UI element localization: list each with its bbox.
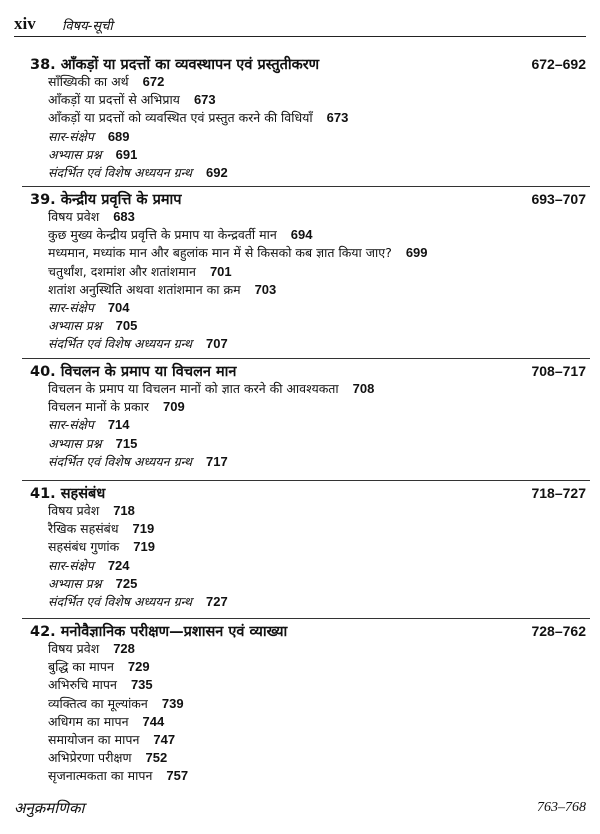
toc-entry[interactable] bbox=[22, 593, 590, 611]
chapter-title[interactable]: 40. विचलन के प्रमाप या विचलन मान bbox=[30, 364, 237, 380]
entry-page: 673 bbox=[193, 92, 216, 108]
entry-text: सार-संक्षेप bbox=[48, 299, 94, 315]
entry-page: 747 bbox=[153, 731, 176, 747]
entry-text: मध्यमान, मध्यांक मान और बहुलांक मान में से किसको कब ज्ञात किया जाए? bbox=[48, 245, 392, 261]
toc-entry[interactable] bbox=[22, 502, 590, 520]
entry-text: विषय प्रवेश bbox=[48, 209, 100, 224]
entry-page: 704 bbox=[107, 299, 130, 315]
chapter-page-range: 728–762 bbox=[531, 623, 586, 639]
entry-text: सार-संक्षेप bbox=[48, 417, 94, 433]
entry-page: 727 bbox=[205, 593, 228, 609]
toc-entry[interactable] bbox=[22, 128, 590, 146]
toc-entry[interactable] bbox=[22, 520, 590, 538]
chapter-title[interactable]: 39. केन्द्रीय प्रवृत्ति के प्रमाप bbox=[30, 192, 182, 208]
toc-entry[interactable] bbox=[22, 713, 590, 731]
entry-text: संदर्भित एवं विशेष अध्ययन ग्रन्थ bbox=[48, 336, 192, 352]
chapter-41 bbox=[22, 480, 590, 611]
entry-text: आँकड़ों या प्रदत्तों से अभिप्राय bbox=[48, 92, 180, 108]
entry-page: 691 bbox=[115, 146, 138, 162]
entry-page: 709 bbox=[163, 399, 185, 415]
entry-text: अभिप्रेरणा परीक्षण bbox=[48, 750, 132, 766]
entry-text: समायोजन का मापन bbox=[48, 731, 140, 747]
entry-text: चतुर्थांश, दशमांश और शतांशमान bbox=[48, 263, 196, 279]
entry-page: 744 bbox=[142, 713, 165, 729]
entry-page: 689 bbox=[107, 128, 130, 144]
toc-entry[interactable] bbox=[22, 263, 590, 281]
toc-entry[interactable] bbox=[22, 164, 590, 182]
entry-page: 703 bbox=[254, 281, 277, 297]
toc-entry[interactable] bbox=[22, 749, 590, 767]
entry-page: 735 bbox=[130, 677, 153, 693]
entry-page: 705 bbox=[115, 318, 138, 334]
chapter-heading bbox=[22, 619, 590, 640]
toc-entry[interactable] bbox=[22, 146, 590, 164]
toc-entry[interactable] bbox=[22, 398, 590, 416]
entry-page: 729 bbox=[127, 659, 150, 675]
toc-entry[interactable] bbox=[22, 435, 590, 453]
page-number: xiv bbox=[14, 14, 36, 33]
entry-page: 692 bbox=[205, 164, 228, 180]
entry-text: संदर्भित एवं विशेष अध्ययन ग्रन्थ bbox=[48, 593, 192, 609]
toc-entry[interactable] bbox=[22, 299, 590, 317]
entry-page: 728 bbox=[113, 641, 135, 656]
entry-page: 714 bbox=[107, 417, 130, 433]
index-page-range: 763–768 bbox=[537, 800, 586, 815]
toc-entry[interactable] bbox=[22, 767, 590, 785]
toc-entry[interactable] bbox=[22, 416, 590, 434]
chapter-page-range: 708–717 bbox=[531, 363, 586, 379]
entry-page: 718 bbox=[113, 503, 135, 518]
toc-entry[interactable] bbox=[22, 335, 590, 353]
index-label: अनुक्रमणिका bbox=[14, 799, 85, 817]
toc-entry[interactable] bbox=[22, 640, 590, 658]
toc-entry[interactable] bbox=[22, 73, 590, 91]
toc-entry[interactable] bbox=[22, 538, 590, 556]
entry-page: 724 bbox=[107, 557, 130, 573]
entry-page: 708 bbox=[352, 381, 375, 396]
page-header bbox=[14, 14, 586, 37]
chapter-title[interactable]: 38. आँकड़ों या प्रदत्तों का व्यवस्थापन एवं प्रस्तुतीकरण bbox=[30, 57, 320, 73]
toc-entry[interactable] bbox=[22, 317, 590, 335]
entry-page: 701 bbox=[209, 263, 232, 279]
entry-text: विचलन के प्रमाप या विचलन मानों को ज्ञात करने की आवश्यकता bbox=[48, 381, 339, 396]
entry-text: सहसंबंध गुणांक bbox=[48, 539, 120, 555]
entry-page: 752 bbox=[145, 750, 168, 766]
entry-text: विचलन मानों के प्रकार bbox=[48, 399, 150, 415]
toc-entry[interactable] bbox=[22, 281, 590, 299]
chapter-38 bbox=[22, 52, 590, 182]
entry-page: 757 bbox=[166, 768, 189, 784]
chapter-heading bbox=[22, 187, 590, 208]
entry-page: 739 bbox=[161, 695, 184, 711]
toc-entry[interactable] bbox=[22, 226, 590, 244]
entry-text: विषय प्रवेश bbox=[48, 503, 100, 518]
entry-text: व्यक्तित्व का मूल्यांकन bbox=[48, 695, 148, 711]
entry-text: अभ्यास प्रश्न bbox=[48, 146, 102, 162]
entry-text: रैखिक सहसंबंध bbox=[48, 521, 119, 537]
entry-text: अभ्यास प्रश्न bbox=[48, 318, 102, 334]
toc-entry[interactable] bbox=[22, 575, 590, 593]
toc-entry[interactable] bbox=[22, 658, 590, 676]
toc-entry[interactable] bbox=[22, 244, 590, 262]
toc-entry[interactable] bbox=[22, 695, 590, 713]
entry-text: बुद्धि का मापन bbox=[48, 659, 114, 675]
chapter-heading bbox=[22, 359, 590, 380]
entry-page: 725 bbox=[115, 575, 138, 591]
running-title: विषय-सूची bbox=[62, 19, 113, 34]
toc-entry[interactable] bbox=[22, 91, 590, 109]
entry-text: कुछ मुख्य केन्द्रीय प्रवृत्ति के प्रमाप या केन्द्रवर्ती मान bbox=[48, 227, 277, 243]
entry-text: विषय प्रवेश bbox=[48, 641, 100, 656]
toc-entry[interactable] bbox=[22, 208, 590, 226]
chapter-title[interactable]: 42. मनोवैज्ञानिक परीक्षण—प्रशासन एवं व्याख्या bbox=[30, 624, 288, 640]
entry-page: 694 bbox=[290, 227, 313, 243]
toc-entry[interactable] bbox=[22, 557, 590, 575]
toc-entry[interactable] bbox=[22, 109, 590, 127]
entry-text: साँख्यिकी का अर्थ bbox=[48, 74, 129, 89]
entry-text: शतांश अनुस्थिति अथवा शतांशमान का क्रम bbox=[48, 281, 241, 297]
entry-text: अभ्यास प्रश्न bbox=[48, 435, 102, 451]
entry-page: 719 bbox=[133, 539, 155, 555]
index-entry[interactable] bbox=[14, 798, 586, 820]
chapter-page-range: 693–707 bbox=[531, 191, 586, 207]
entry-text: सार-संक्षेप bbox=[48, 557, 94, 573]
toc-entry[interactable] bbox=[22, 676, 590, 694]
chapter-heading bbox=[22, 52, 590, 73]
toc-entry[interactable] bbox=[22, 453, 590, 471]
entry-text: आँकड़ों या प्रदत्तों को व्यवस्थित एवं प्रस्तुत करने की विधियाँ bbox=[48, 110, 313, 126]
entry-page: 672 bbox=[142, 74, 165, 89]
entry-text: संदर्भित एवं विशेष अध्ययन ग्रन्थ bbox=[48, 164, 192, 180]
entry-text: अभिरुचि मापन bbox=[48, 677, 117, 693]
entry-page: 699 bbox=[405, 245, 428, 261]
chapter-39 bbox=[22, 186, 590, 354]
entry-text: संदर्भित एवं विशेष अध्ययन ग्रन्थ bbox=[48, 453, 192, 469]
entry-text: सृजनात्मकता का मापन bbox=[48, 768, 153, 784]
entry-page: 673 bbox=[326, 110, 349, 126]
chapter-page-range: 672–692 bbox=[531, 56, 586, 72]
toc-entry[interactable] bbox=[22, 731, 590, 749]
entry-page: 707 bbox=[205, 336, 228, 352]
chapter-title[interactable]: 41. सहसंबंध bbox=[30, 486, 106, 502]
chapter-heading bbox=[22, 481, 590, 502]
entry-page: 683 bbox=[113, 209, 135, 224]
entry-page: 717 bbox=[205, 453, 228, 469]
toc-entry[interactable] bbox=[22, 380, 590, 398]
chapter-42 bbox=[22, 618, 590, 786]
chapter-40 bbox=[22, 358, 590, 471]
entry-page: 715 bbox=[115, 435, 138, 451]
entry-text: सार-संक्षेप bbox=[48, 128, 94, 144]
entry-text: अधिगम का मापन bbox=[48, 713, 129, 729]
chapter-page-range: 718–727 bbox=[531, 485, 586, 501]
entry-page: 719 bbox=[132, 521, 155, 537]
entry-text: अभ्यास प्रश्न bbox=[48, 575, 102, 591]
